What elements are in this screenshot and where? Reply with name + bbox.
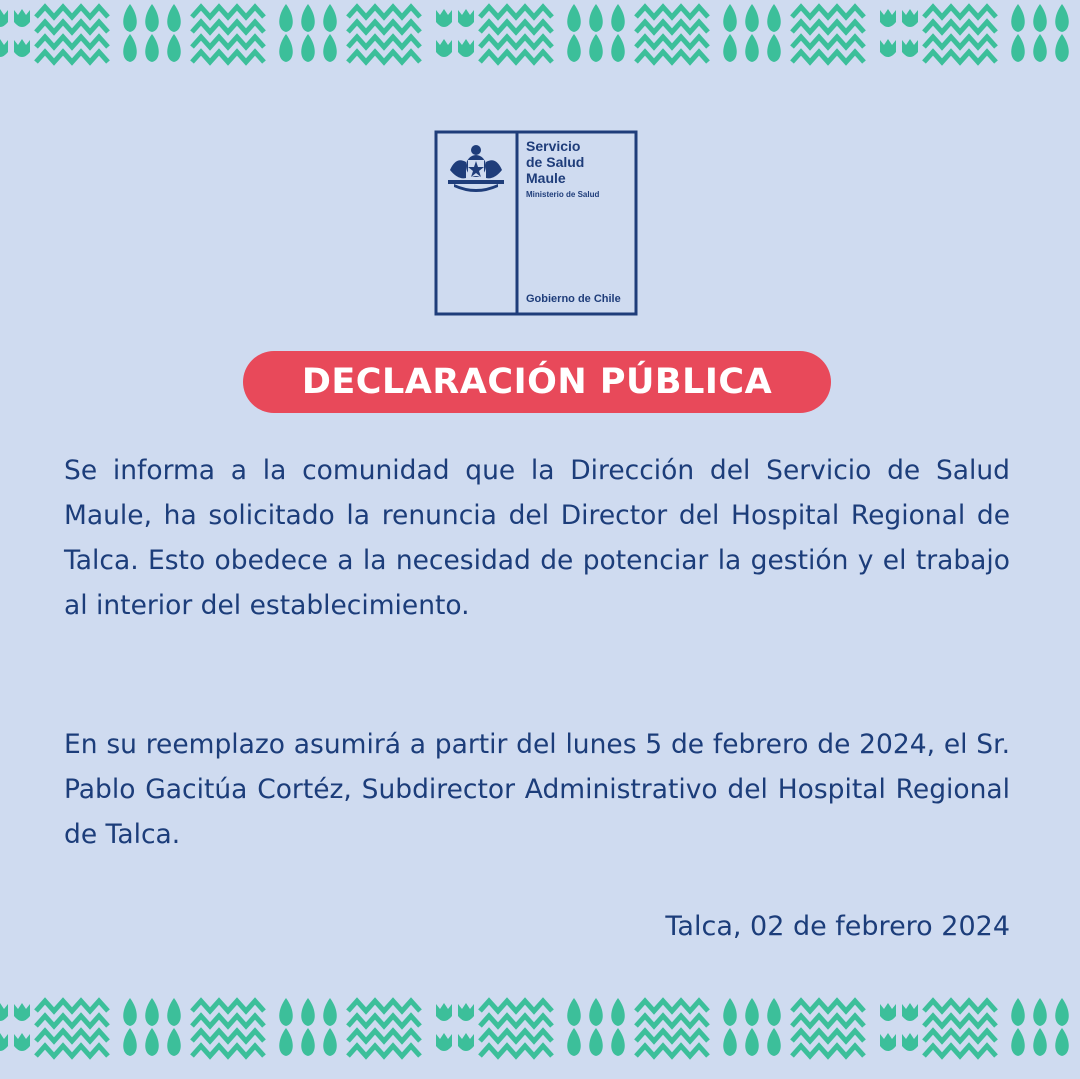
logo-line-servicio: Servicio — [526, 138, 581, 154]
top-decorative-border — [0, 0, 1080, 70]
bottom-decorative-border — [0, 994, 1080, 1064]
paragraph-announcement: Se informa a la comunidad que la Dirección del Servicio de Salud Maule, ha solicitado la renuncia del Director del Hospital Regional de Talca. Esto obedece a la necesidad de potenciar la gestión y el trabajo al interior del establecimiento. — [64, 455, 1010, 621]
chile-coat-of-arms-icon — [448, 145, 504, 192]
logo-line-maule: Maule — [526, 170, 566, 186]
signoff-date: Talca, 02 de febrero 2024 — [665, 911, 1010, 942]
paragraph-replacement: En su reemplazo asumirá a partir del lunes 5 de febrero de 2024, el Sr. Pablo Gacitúa Cortéz, Subdirector Administrativo del Hospital Regional de Talca. — [64, 729, 1010, 850]
logo-government: Gobierno de Chile — [526, 293, 621, 305]
logo-line-de-salud: de Salud — [526, 154, 585, 170]
page-title: DECLARACIÓN PÚBLICA — [301, 362, 773, 402]
title-badge — [243, 351, 831, 413]
logo-ministry: Ministerio de Salud — [526, 190, 600, 199]
servicio-salud-maule-logo — [434, 130, 638, 316]
